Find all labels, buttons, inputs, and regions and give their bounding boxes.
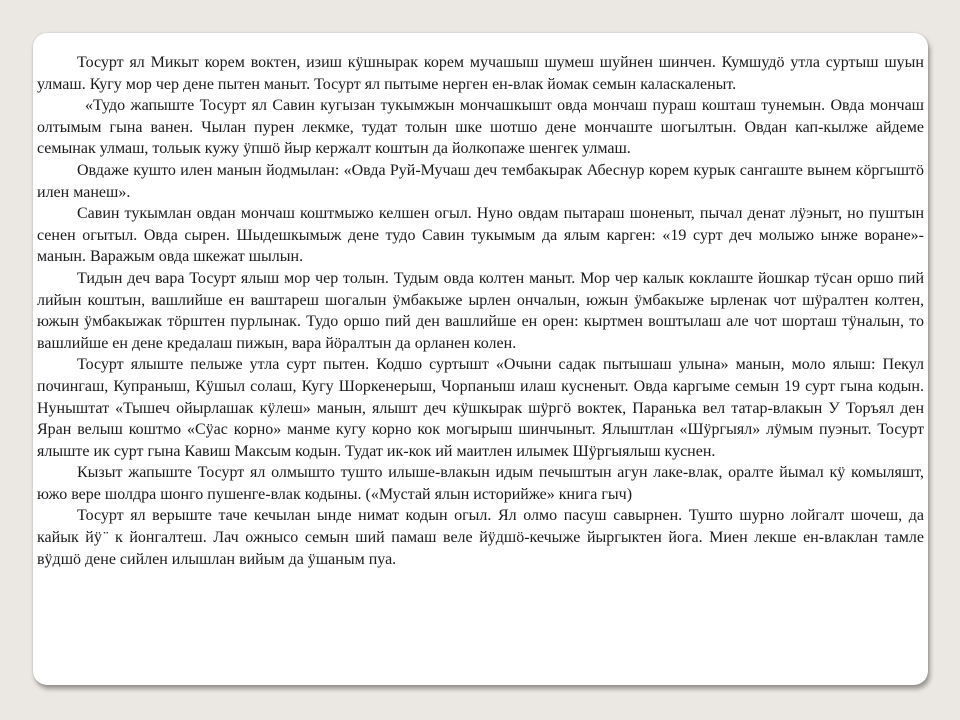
paragraph-2: «Тудо жапыште Тосурт ял Савин кугызан тукымжын мончашкышт овда мончаш пураш кошташ тунемын. Овда мончаш олтымым гына ванен. Чылан пурен лекмке, тудат толын шке шотшо дене мончаште шогылтын. Овдан кап-кылже айдеме семынак улмаш, тольык кужу ӱпшӧ йыр кержалт коштын да йолкопаже шенгек улмаш. <box>37 97 924 158</box>
paragraph-6: Тосурт ялыште пелыже утла сурт пытен. Кодшо суртышт «Очыни садак пытышаш улына» манын, моло ялыш: Пекул почингаш, Купраныш, Кӱшыл солаш, Кугу Шоркенерыш, Чорпаныш илаш кусненыт. Овда каргыме семын 19 сурт гына кодын. Нуныштат «Тышеч ойырлашак кӱлеш» манын, ялышт деч кӱшкырак шӱргӧ воктек, Паранька вел татар-влакын У Торъял ден Яран велыш коштмо «Сӱас корно» манме кугу корно кок могырыш шинчыныт. Ялыштлан «Шӱргыял» лӱмым пуэныт. Тосурт ялыште ик сурт гына Кавиш Максым кодын. Тудат ик-кок ий маитлен илымек Шӱргыялыш куснен. <box>37 356 924 460</box>
paragraph-7: Кызыт жапыште Тосурт ял олмышто тушто илыше-влакын идым печыштын агун лаке-влак, оралте йымал кӱ комыляшт, южо вере шолдра шонго пушенге-влак кодыны. («Мустай ялын историйже» книга гыч) <box>37 464 924 503</box>
paragraph-5: Тидын деч вара Тосурт ялыш мор чер толын. Тудым овда колтен маныт. Мор чер калык коклаште йошкар тӱсан оршо пий лийын коштын, вашлийше ен ваштареш шогалын ӱмбакыже ырлен ончалын, южын ӱмбакыже ырленак чот шӱралтен колтен, южын ӱмбакыжак тӧрштен пурлынак. Тудо оршо пий ден вашлийше ен орен: кыртмен воштылаш але чот шорташ тӱналын, то вашлийше ен дене кредалаш пижын, вара йӧралтын да орланен колен. <box>37 269 924 352</box>
paragraph-4: Савин тукымлан овдан мончаш коштмыжо келшен огыл. Нуно овдам пытараш шоненыт, пычал денат лӱэныт, но пуштын сенен огытыл. Овда сырен. Шыдешкымыж дене тудо Савин тукымым да ялым карген: «19 сурт деч молыжо ынже воране»-манын. Варажым овда шкежат шылын. <box>37 205 924 266</box>
paragraph-1: Тосурт ял Микыт корем воктен, изиш кӱшнырак корем мучашыш шумеш шуйнен шинчен. Кумшудӧ утла суртыш шуын улмаш. Кугу мор чер дене пытен маныт. Тосурт ял пытыме нерген ен-влак йомак семын каласкаленыт. <box>37 54 924 93</box>
slide-card <box>33 33 928 685</box>
text-body <box>37 52 924 570</box>
paragraph-8: Тосурт ял верыште таче кечылан ынде нимат кодын огыл. Ял олмо пасуш савырнен. Тушто шурно лойгалт шочеш, да кайык йӱ ̈ к йонгалтеш. Лач ожнысо семын ший памаш веле йӱдшӧ-кечыже йыргыктен йога. Миен лекше ен-влаклан тамле вӱдшӧ дене сийлен илышлан вийым да ӱшаным пуа. <box>37 507 924 568</box>
paragraph-3: Овдаже кушто илен манын йодмылан: «Овда Руй-Мучаш деч тембакырак Абеснур корем курык сангаште вынем кӧргыштӧ илен манеш». <box>37 161 924 201</box>
